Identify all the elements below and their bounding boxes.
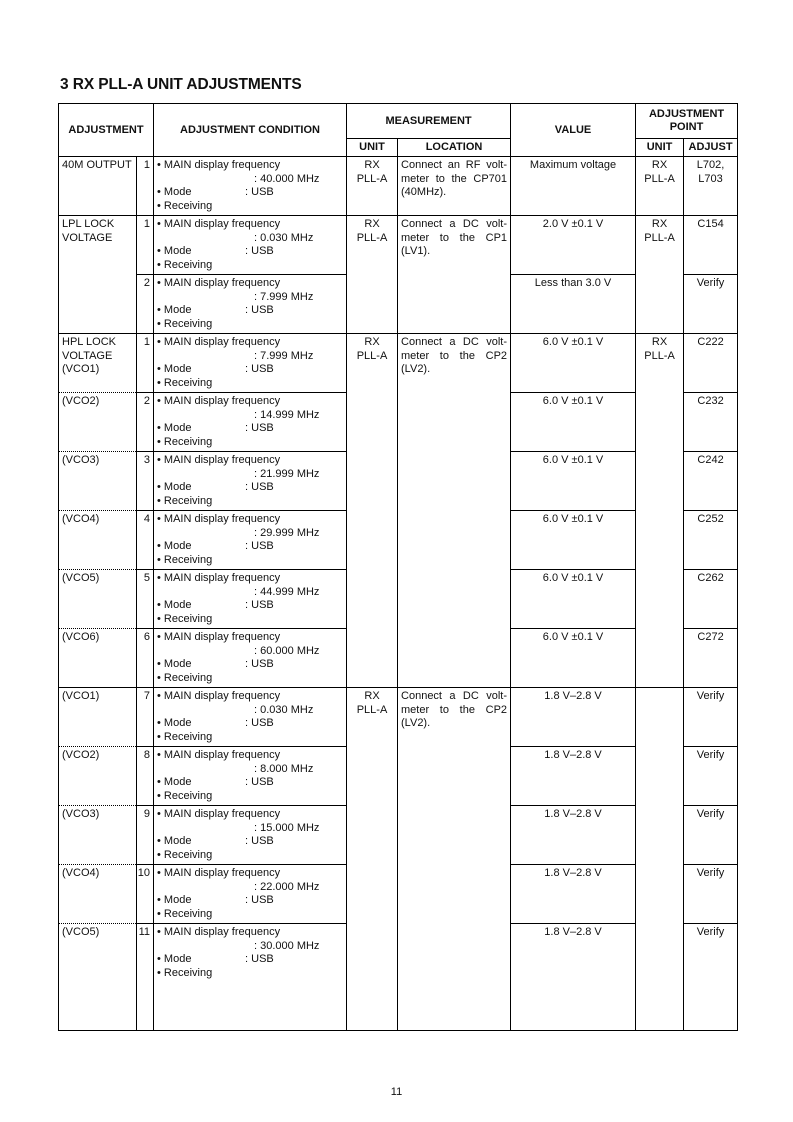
adjustment-condition (154, 570, 347, 629)
condition-frequency-value: : 22.000 MHz (254, 880, 320, 893)
condition-receiving: • Receiving (157, 435, 213, 448)
condition-frequency-value: : 14.999 MHz (254, 408, 320, 421)
condition-frequency-value: : 8.000 MHz (254, 762, 314, 775)
condition-main-frequency: • MAIN display frequency (157, 631, 281, 643)
step-number: 1 (137, 334, 154, 393)
adjustment-point-unit-line: RX (651, 218, 668, 230)
adjustment-point-adjust-line: C242 (697, 454, 724, 466)
adjustment-line: HPL LOCK (62, 336, 117, 348)
condition-receiving: • Receiving (157, 966, 213, 979)
condition-mode-value: : USB (245, 894, 274, 906)
step-number: 4 (137, 511, 154, 570)
measurement-location-line: meter to the CP2 (401, 703, 508, 716)
condition-mode-label: • Mode (157, 422, 192, 434)
condition-main-frequency: • MAIN display frequency (157, 277, 281, 289)
adjustment-line: (VCO5) (62, 572, 100, 584)
condition-mode-label: • Mode (157, 245, 192, 257)
value-cell: 1.8 V–2.8 V (511, 688, 636, 747)
adjustment-point-adjust-line: C222 (697, 336, 724, 348)
adjustment-line: LPL LOCK (62, 218, 115, 230)
adjustment-cell (59, 806, 137, 865)
header-adjustment-point-line2: POINT (669, 121, 704, 133)
adjustment-condition (154, 865, 347, 924)
step-number: 6 (137, 629, 154, 688)
table-row (59, 216, 738, 275)
step-number: 2 (137, 393, 154, 452)
adjustment-cell (59, 688, 137, 747)
condition-receiving: • Receiving (157, 907, 213, 920)
adjustment-point-unit-line: PLL-A (644, 349, 675, 362)
condition-receiving: • Receiving (157, 848, 213, 861)
condition-mode-value: : USB (245, 717, 274, 729)
adjustment-point-adjust (684, 275, 738, 334)
adjustment-point-unit (636, 157, 684, 216)
adjustment-point-adjust-line: C262 (697, 572, 724, 584)
condition-receiving: • Receiving (157, 317, 213, 330)
measurement-location-line: meter to the CP2 (401, 349, 508, 362)
condition-mode-value: : USB (245, 304, 274, 316)
measurement-unit-line: PLL-A (356, 349, 388, 362)
condition-frequency-value: : 60.000 MHz (254, 644, 320, 657)
condition-mode-line (157, 422, 343, 436)
step-number: 3 (137, 452, 154, 511)
adjustment-table (58, 103, 738, 1031)
table-row (59, 334, 738, 393)
header-adjustment: ADJUSTMENT (59, 104, 154, 157)
step-number: 2 (137, 275, 154, 334)
adjustment-line: (VCO1) (62, 690, 100, 702)
condition-main-frequency: • MAIN display frequency (157, 159, 281, 171)
condition-frequency-value: : 7.999 MHz (254, 349, 314, 362)
measurement-unit-line: PLL-A (356, 231, 388, 244)
adjustment-point-unit-line: RX (651, 159, 668, 171)
adjustment-line: (VCO6) (62, 631, 100, 643)
value-cell: 6.0 V ±0.1 V (511, 393, 636, 452)
adjustment-line: 40M OUTPUT (62, 159, 132, 171)
adjustment-condition (154, 157, 347, 216)
adjustment-point-adjust-line: C154 (697, 218, 724, 230)
measurement-location-line: (LV1). (401, 245, 431, 257)
condition-mode-value: : USB (245, 481, 274, 493)
value-cell: 6.0 V ±0.1 V (511, 570, 636, 629)
condition-main-frequency: • MAIN display frequency (157, 690, 281, 702)
adjustment-cell (59, 924, 137, 1031)
measurement-location-line: Connect an RF volt- (401, 159, 508, 171)
adjustment-cell (59, 216, 137, 334)
condition-main-frequency: • MAIN display frequency (157, 867, 281, 879)
condition-mode-label: • Mode (157, 363, 192, 375)
step-number: 11 (137, 924, 154, 1031)
adjustment-cell (59, 393, 137, 452)
value-cell: 1.8 V–2.8 V (511, 806, 636, 865)
condition-frequency-value: : 21.999 MHz (254, 467, 320, 480)
condition-mode-line (157, 658, 343, 672)
adjustment-point-adjust-line: L703 (698, 172, 723, 185)
measurement-unit-line: PLL-A (356, 172, 388, 185)
condition-main-frequency: • MAIN display frequency (157, 454, 281, 466)
condition-receiving: • Receiving (157, 376, 213, 389)
value-cell: 6.0 V ±0.1 V (511, 629, 636, 688)
adjustment-cell (59, 157, 137, 216)
adjustment-point-adjust (684, 216, 738, 275)
value-cell: 1.8 V–2.8 V (511, 924, 636, 1031)
condition-mode-line (157, 599, 343, 613)
adjustment-line: (VCO4) (62, 867, 100, 879)
adjustment-cell (59, 334, 137, 393)
measurement-location-line: (40MHz). (401, 186, 447, 198)
condition-main-frequency: • MAIN display frequency (157, 218, 281, 230)
measurement-location (398, 334, 511, 688)
measurement-location (398, 688, 511, 1031)
adjustment-point-adjust-line: Verify (696, 749, 725, 761)
adjustment-point-adjust-line: Verify (696, 808, 725, 820)
value-cell: 1.8 V–2.8 V (511, 747, 636, 806)
condition-main-frequency: • MAIN display frequency (157, 926, 281, 938)
step-number: 1 (137, 157, 154, 216)
condition-main-frequency: • MAIN display frequency (157, 513, 281, 525)
condition-mode-label: • Mode (157, 835, 192, 847)
table-row (59, 157, 738, 216)
adjustment-point-adjust-line: Verify (696, 926, 725, 938)
adjustment-point-unit (636, 216, 684, 334)
condition-mode-label: • Mode (157, 186, 192, 198)
header-measurement: MEASUREMENT (347, 104, 511, 139)
measurement-unit-line: RX (364, 218, 380, 230)
condition-mode-line (157, 363, 343, 377)
condition-mode-line (157, 186, 343, 200)
condition-frequency-value: : 15.000 MHz (254, 821, 320, 834)
measurement-location-line: (LV2). (401, 363, 431, 375)
value-cell: 6.0 V ±0.1 V (511, 511, 636, 570)
condition-frequency-value: : 40.000 MHz (254, 172, 320, 185)
step-number: 9 (137, 806, 154, 865)
header-ap-unit: UNIT (636, 139, 684, 157)
condition-frequency-value: : 44.999 MHz (254, 585, 320, 598)
adjustment-point-unit (636, 334, 684, 688)
adjustment-condition (154, 924, 347, 1031)
condition-receiving: • Receiving (157, 612, 213, 625)
condition-receiving: • Receiving (157, 553, 213, 566)
condition-mode-value: : USB (245, 363, 274, 375)
step-number: 7 (137, 688, 154, 747)
condition-mode-value: : USB (245, 186, 274, 198)
condition-frequency-value: : 30.000 MHz (254, 939, 320, 952)
condition-main-frequency: • MAIN display frequency (157, 749, 281, 761)
adjustment-condition (154, 747, 347, 806)
condition-main-frequency: • MAIN display frequency (157, 336, 281, 348)
condition-mode-line (157, 245, 343, 259)
adjustment-point-adjust (684, 806, 738, 865)
adjustment-point-adjust-line: C232 (697, 395, 724, 407)
condition-mode-value: : USB (245, 245, 274, 257)
condition-mode-line (157, 304, 343, 318)
adjustment-point-adjust (684, 570, 738, 629)
header-meas-location: LOCATION (398, 139, 511, 157)
adjustment-point-adjust (684, 865, 738, 924)
header-condition: ADJUSTMENT CONDITION (154, 104, 347, 157)
condition-mode-label: • Mode (157, 776, 192, 788)
measurement-location (398, 216, 511, 334)
condition-frequency-value: : 0.030 MHz (254, 703, 314, 716)
adjustment-condition (154, 334, 347, 393)
condition-frequency-value: : 7.999 MHz (254, 290, 314, 303)
condition-mode-label: • Mode (157, 717, 192, 729)
condition-receiving: • Receiving (157, 730, 213, 743)
adjustment-cell (59, 865, 137, 924)
condition-receiving: • Receiving (157, 199, 213, 212)
adjustment-cell (59, 452, 137, 511)
adjustment-line: VOLTAGE (62, 349, 113, 362)
condition-receiving: • Receiving (157, 671, 213, 684)
measurement-location-line: meter to the CP1 (401, 231, 508, 244)
adjustment-condition (154, 393, 347, 452)
condition-mode-line (157, 481, 343, 495)
adjustment-point-adjust (684, 334, 738, 393)
condition-receiving: • Receiving (157, 258, 213, 271)
value-cell: 2.0 V ±0.1 V (511, 216, 636, 275)
adjustment-cell (59, 570, 137, 629)
adjustment-condition (154, 629, 347, 688)
condition-receiving: • Receiving (157, 494, 213, 507)
adjustment-condition (154, 688, 347, 747)
condition-frequency-value: : 29.999 MHz (254, 526, 320, 539)
adjustment-condition (154, 275, 347, 334)
condition-main-frequency: • MAIN display frequency (157, 808, 281, 820)
measurement-unit-line: RX (364, 336, 380, 348)
step-number: 10 (137, 865, 154, 924)
value-cell: Maximum voltage (511, 157, 636, 216)
measurement-location-line: Connect a DC volt- (401, 336, 508, 348)
condition-frequency-value: : 0.030 MHz (254, 231, 314, 244)
adjustment-point-adjust (684, 629, 738, 688)
adjustment-condition (154, 452, 347, 511)
adjustment-line: (VCO2) (62, 749, 100, 761)
adjustment-line: (VCO3) (62, 454, 100, 466)
condition-mode-label: • Mode (157, 304, 192, 316)
adjustment-point-unit-line: PLL-A (644, 172, 675, 185)
condition-mode-value: : USB (245, 599, 274, 611)
adjustment-cell (59, 629, 137, 688)
condition-mode-label: • Mode (157, 894, 192, 906)
adjustment-condition (154, 511, 347, 570)
adjustment-line: (VCO5) (62, 926, 100, 938)
adjustment-condition (154, 216, 347, 275)
condition-mode-label: • Mode (157, 658, 192, 670)
condition-mode-value: : USB (245, 953, 274, 965)
adjustment-condition (154, 806, 347, 865)
adjustment-point-adjust-line: C272 (697, 631, 724, 643)
header-adjustment-point (636, 104, 738, 139)
condition-mode-value: : USB (245, 422, 274, 434)
adjustment-line: (VCO2) (62, 395, 100, 407)
measurement-location-line: Connect a DC volt- (401, 690, 508, 702)
measurement-unit (347, 216, 398, 334)
measurement-unit-line: PLL-A (356, 703, 388, 716)
adjustment-point-unit (636, 688, 684, 1031)
condition-main-frequency: • MAIN display frequency (157, 572, 281, 584)
measurement-location-line: meter to the CP701 (401, 172, 508, 185)
measurement-unit-line: RX (364, 159, 380, 171)
adjustment-cell (59, 747, 137, 806)
adjustment-point-unit-line: PLL-A (644, 231, 675, 244)
condition-mode-line (157, 540, 343, 554)
adjustment-point-adjust-line: L702, (696, 159, 725, 171)
condition-mode-line (157, 717, 343, 731)
condition-mode-value: : USB (245, 835, 274, 847)
adjustment-point-adjust (684, 393, 738, 452)
condition-main-frequency: • MAIN display frequency (157, 395, 281, 407)
table-row (59, 688, 738, 747)
page-title: 3 RX PLL-A UNIT ADJUSTMENTS (60, 76, 302, 93)
adjustment-line: (VCO4) (62, 513, 100, 525)
condition-mode-line (157, 835, 343, 849)
step-number: 5 (137, 570, 154, 629)
measurement-unit-line: RX (364, 690, 380, 702)
adjustment-point-adjust (684, 688, 738, 747)
value-cell: 1.8 V–2.8 V (511, 865, 636, 924)
condition-mode-line (157, 894, 343, 908)
header-meas-unit: UNIT (347, 139, 398, 157)
condition-mode-value: : USB (245, 776, 274, 788)
adjustment-point-adjust-line: Verify (696, 690, 725, 702)
condition-mode-label: • Mode (157, 953, 192, 965)
condition-mode-label: • Mode (157, 481, 192, 493)
page-number: 11 (390, 1086, 403, 1098)
measurement-location-line: Connect a DC volt- (401, 218, 508, 230)
condition-mode-label: • Mode (157, 540, 192, 552)
adjustment-point-adjust (684, 747, 738, 806)
adjustment-point-adjust-line: Verify (696, 867, 725, 879)
condition-mode-value: : USB (245, 540, 274, 552)
measurement-location (398, 157, 511, 216)
measurement-unit (347, 334, 398, 688)
adjustment-point-unit-line: RX (651, 336, 668, 348)
condition-mode-line (157, 776, 343, 790)
adjustment-line: (VCO1) (62, 363, 100, 375)
adjustment-cell (59, 511, 137, 570)
adjustment-point-adjust (684, 924, 738, 1031)
header-adjustment-point-line1: ADJUSTMENT (648, 108, 725, 120)
adjustment-point-adjust-line: Verify (696, 277, 725, 289)
adjustment-line: (VCO3) (62, 808, 100, 820)
condition-mode-line (157, 953, 343, 967)
measurement-location-line: (LV2). (401, 717, 431, 729)
condition-mode-label: • Mode (157, 599, 192, 611)
header-value: VALUE (511, 104, 636, 157)
adjustment-line: VOLTAGE (62, 231, 113, 244)
condition-receiving: • Receiving (157, 789, 213, 802)
condition-mode-value: : USB (245, 658, 274, 670)
adjustment-point-adjust (684, 511, 738, 570)
step-number: 8 (137, 747, 154, 806)
adjustment-point-adjust-line: C252 (697, 513, 724, 525)
value-cell: 6.0 V ±0.1 V (511, 334, 636, 393)
measurement-unit (347, 157, 398, 216)
adjustment-point-adjust (684, 452, 738, 511)
value-cell: Less than 3.0 V (511, 275, 636, 334)
step-number: 1 (137, 216, 154, 275)
measurement-unit (347, 688, 398, 1031)
value-cell: 6.0 V ±0.1 V (511, 452, 636, 511)
header-ap-adjust: ADJUST (684, 139, 738, 157)
adjustment-point-adjust (684, 157, 738, 216)
